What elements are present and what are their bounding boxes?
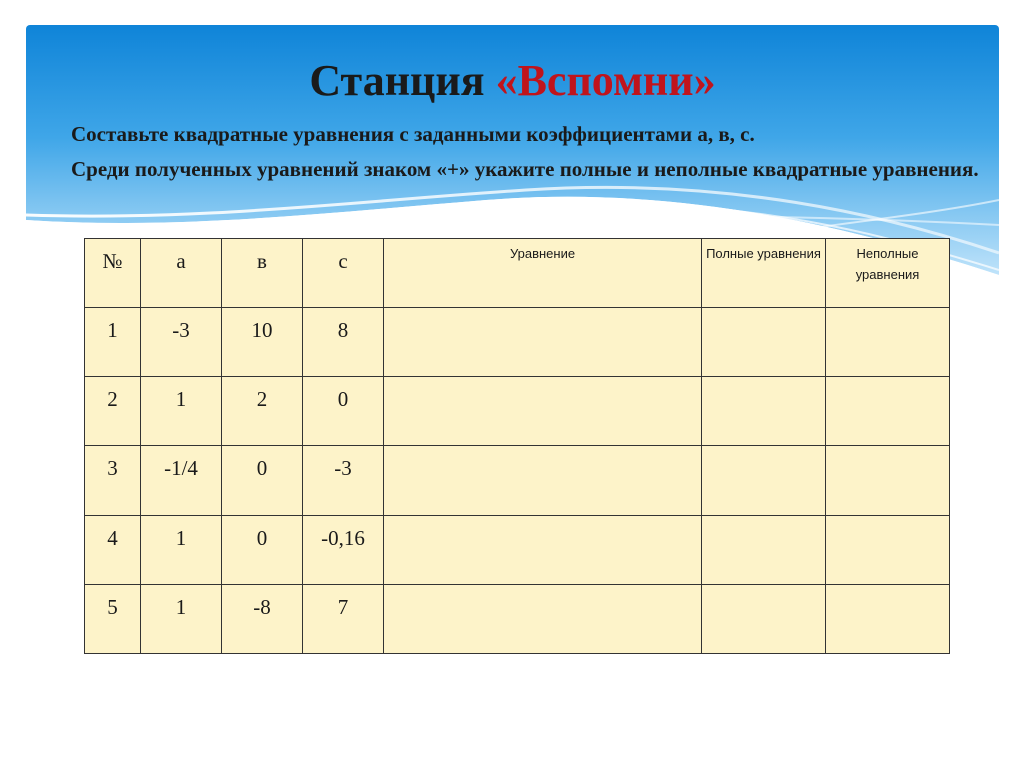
cell-full — [702, 515, 826, 584]
table-row — [85, 377, 950, 446]
cell-incomplete — [826, 515, 950, 584]
cell-num: 4 — [85, 515, 141, 584]
cell-equation — [384, 446, 702, 515]
instructions — [71, 119, 983, 189]
cell-full — [702, 446, 826, 515]
cell-equation — [384, 515, 702, 584]
header-incomplete: Неполные уравнения — [826, 239, 950, 308]
slide-title — [26, 55, 999, 107]
title-accent: «Вспомни» — [495, 56, 716, 105]
table-row — [85, 446, 950, 515]
cell-incomplete — [826, 446, 950, 515]
cell-num: 1 — [85, 308, 141, 377]
cell-full — [702, 377, 826, 446]
cell-num: 2 — [85, 377, 141, 446]
cell-equation — [384, 377, 702, 446]
cell-a: -1/4 — [141, 446, 222, 515]
header-a: а — [141, 239, 222, 308]
instruction-line-2: Среди полученных уравнений знаком «+» укажите полные и неполные квадратные уравнения. — [71, 157, 979, 181]
header-b: в — [222, 239, 303, 308]
cell-full — [702, 584, 826, 653]
cell-incomplete — [826, 308, 950, 377]
cell-a: 1 — [141, 377, 222, 446]
cell-b: -8 — [222, 584, 303, 653]
table-row — [85, 584, 950, 653]
cell-c: -3 — [303, 446, 384, 515]
cell-equation — [384, 308, 702, 377]
table-row — [85, 515, 950, 584]
cell-c: -0,16 — [303, 515, 384, 584]
header-full: Полные уравнения — [702, 239, 826, 308]
table-row — [85, 308, 950, 377]
header-num: № — [85, 239, 141, 308]
coefficients-table — [84, 238, 950, 654]
cell-b: 10 — [222, 308, 303, 377]
cell-num: 5 — [85, 584, 141, 653]
header-equation: Уравнение — [384, 239, 702, 308]
slide — [26, 25, 999, 768]
cell-a: 1 — [141, 515, 222, 584]
cell-full — [702, 308, 826, 377]
cell-c: 0 — [303, 377, 384, 446]
header-c: с — [303, 239, 384, 308]
cell-incomplete — [826, 377, 950, 446]
cell-a: -3 — [141, 308, 222, 377]
instruction-line-1: Составьте квадратные уравнения с заданными коэффициентами а, в, с. — [71, 122, 755, 146]
cell-incomplete — [826, 584, 950, 653]
title-prefix: Станция — [309, 56, 496, 105]
cell-b: 0 — [222, 515, 303, 584]
table-header-row — [85, 239, 950, 308]
cell-b: 0 — [222, 446, 303, 515]
cell-equation — [384, 584, 702, 653]
cell-c: 7 — [303, 584, 384, 653]
cell-b: 2 — [222, 377, 303, 446]
coefficients-table-wrapper — [84, 238, 949, 654]
cell-num: 3 — [85, 446, 141, 515]
cell-c: 8 — [303, 308, 384, 377]
cell-a: 1 — [141, 584, 222, 653]
